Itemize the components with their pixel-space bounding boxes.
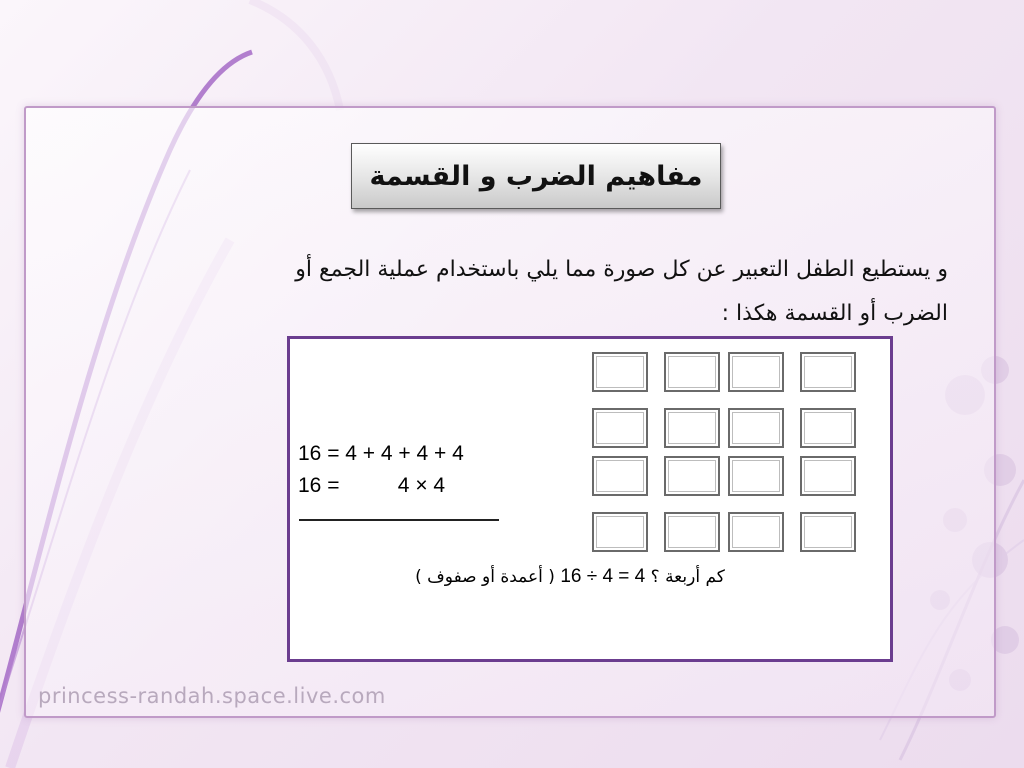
watermark-text: princess-randah.space.live.com (38, 684, 386, 708)
grid-square (728, 408, 784, 448)
grid-square (592, 408, 648, 448)
division-question (360, 566, 780, 588)
grid-square (800, 408, 856, 448)
grid-square (592, 456, 648, 496)
grid-square (664, 456, 720, 496)
grid-square (728, 512, 784, 552)
grid-square (664, 512, 720, 552)
grid-square (728, 352, 784, 392)
intro-line-2: الضرب أو القسمة هكذا : (721, 301, 948, 326)
grid-square (800, 352, 856, 392)
slide-title-box (351, 143, 721, 209)
answer-blank-line (299, 519, 499, 521)
intro-line-1: و يستطيع الطفل التعبير عن كل صورة مما يلي باستخدام عملية الجمع أو (295, 257, 948, 282)
division-equation: 16 ÷ 4 = 4 (560, 566, 646, 587)
question-prefix: كم أربعة ؟ (650, 567, 725, 587)
intro-paragraph (140, 248, 948, 336)
slide-title: مفاهيم الضرب و القسمة (369, 160, 703, 192)
grid-square (592, 512, 648, 552)
grid-square (800, 512, 856, 552)
addition-equation: 16 = 4 + 4 + 4 + 4 (298, 442, 464, 465)
grid-square (800, 456, 856, 496)
question-suffix: ( أعمدة أو صفوف ) (415, 567, 555, 587)
multiplication-equation: 16 = 4 × 4 (298, 474, 446, 497)
grid-square (592, 352, 648, 392)
grid-square (728, 456, 784, 496)
grid-square (664, 352, 720, 392)
grid-square (664, 408, 720, 448)
